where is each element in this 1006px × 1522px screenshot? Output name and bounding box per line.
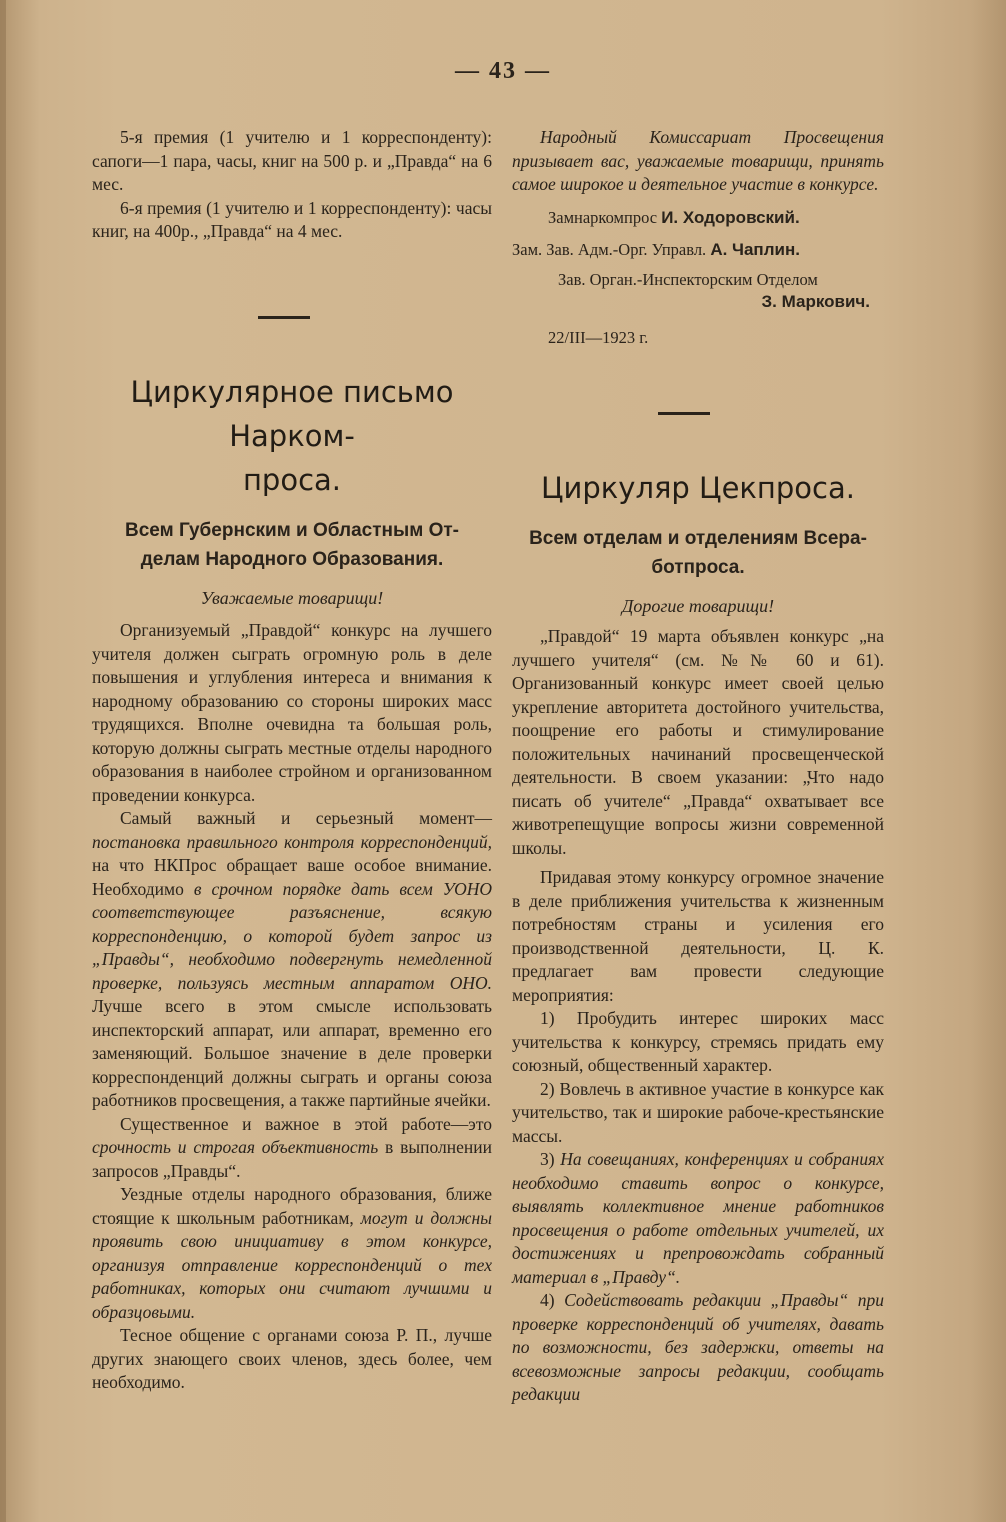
circular-greeting: Дорогие товарищи!	[621, 596, 775, 616]
prize-6: 6-я премия (1 учителю и 1 корреспонденту): часы книг, на 400р., „Правда“ на 4 мес.	[92, 197, 492, 241]
signature-2: Зам. Зав. Адм.-Орг. Управл. А. Чаплин.	[512, 239, 800, 259]
cekpros-circular	[512, 466, 884, 1407]
letter-addressee: Всем Губернским и Областным От- делам Народного Образования.	[125, 520, 459, 570]
page-number: — 43 —	[455, 58, 551, 84]
prize-list	[92, 126, 492, 244]
signature-3: Зав. Орган.-Инспекторским Отделом З. Маркович.	[558, 269, 870, 311]
appeal-text: Народный Комиссариат Просвещения призывает вас, уважаемые товарищи, принять самое широкое и деятельное участие в конкурсе.	[512, 127, 884, 194]
letter-paragraph-2: Самый важный и серьезный момент—постановка правильного контроля корреспонденций, на что НКПрос обращает ваше особое внимание. Необходимо в срочном порядке дать всем УОНО соответствующее разъяснение, всякую корреспонденцию, о которой будет запрос из „Правды“, необходимо подвергнуть немедленной проверке, пользуясь местным аппаратом ОНО. Лучше всего в этом смысле использовать инспекторский аппарат, или аппарат, временно его заменяющий. Большое значение в деле проверки корреспонденций должны сыграть и органы союза работников просвещения, а также партийные ячейки.	[92, 808, 492, 1110]
circular-paragraph-1: „Правдой“ 19 марта объявлен конкурс „на лучшего учителя“ (см. №№ 60 и 61). Организованный конкурс имеет своей целью укрепление авторитета достойного учительства, поощрение его работы и стимулирование положительных начинаний просвещенческой деятельности. В своем указании: „Что надо писать об учителе“ „Правда“ охватывает все животрепещущие вопросы жизни современной школы.	[512, 626, 884, 858]
section-divider	[258, 316, 310, 319]
page-edge-shadow	[0, 0, 6, 1522]
letter-paragraph-5: Тесное общение с органами союза Р. П., лучше других знающего своих членов, здесь более, чем необходимо.	[92, 1325, 492, 1392]
letter-greeting: Уважаемые товарищи!	[200, 588, 384, 608]
narkompros-letter	[92, 370, 492, 1395]
letter-paragraph-4: Уездные отделы народного образования, ближе стоящие к школьным работникам, могут и должны проявить свою инициативу в этом конкурсе, организуя отправление корреспонденций о тех работниках, которых они считают лучшими и образцовыми.	[92, 1184, 492, 1322]
section-divider-2	[658, 412, 710, 415]
letter-date: 22/III—1923 г.	[548, 327, 649, 347]
letter-paragraph-3: Существенное и важное в этой работе—это срочность и строгая объективность в выполнении запросов „Правды“.	[92, 1113, 492, 1181]
letter-closing	[512, 126, 884, 349]
measure-4: 4) Содействовать редакции „Правды“ при проверке корреспонденций об учителях, давать по возможности, без задержки, ответы на всевозможные запросы редакции, сообщать редакции	[512, 1290, 885, 1404]
letter-paragraph-1: Организуемый „Правдой“ конкурс на лучшего учителя должен сыграть огромную роль в деле повышения и углубления интереса и внимания к народному образованию со стороны широких масс трудящихся. Вполне очевидна та большая роль, которую должны сыграть местные отделы народного образования в наиболее стройном и организованном проведении конкурса.	[92, 620, 492, 805]
measure-2: 2) Вовлечь в активное участие в конкурсе как учительство, так и широкие рабоче-крестьянские массы.	[512, 1078, 884, 1146]
measure-1: 1) Пробудить интерес широких масс учительства к конкурсу, стремясь придать ему союзный, общественный характер.	[512, 1008, 884, 1075]
signature-1: Замнаркомпрос И. Ходоровский.	[548, 207, 800, 227]
prize-5: 5-я премия (1 учителю и 1 корреспонденту): сапоги—1 пара, часы, книг на 500 р. и „Правда“ на 6 мес.	[92, 127, 492, 194]
measure-3: 3) На совещаниях, конференциях и собраниях необходимо ставить вопрос о конкурсе, выявлять коллективное мнение работников просвещения о работе отдельных учителей, их достижениях и препровождать собранный материал в „Правду“.	[512, 1149, 884, 1287]
circular-addressee: Всем отделам и отделениям Всера- ботпроса.	[529, 528, 867, 578]
letter-title: Циркулярное письмо Нарком- проса.	[130, 375, 454, 497]
circular-title: Циркуляр Цекпроса.	[541, 471, 855, 505]
circular-paragraph-2: Придавая этому конкурсу огромное значение в деле приближения учительства к жизненным потребностям страны и усиления его производственной деятельности, Ц. К. предлагает вам провести следующие мероприятия:	[512, 867, 884, 1005]
